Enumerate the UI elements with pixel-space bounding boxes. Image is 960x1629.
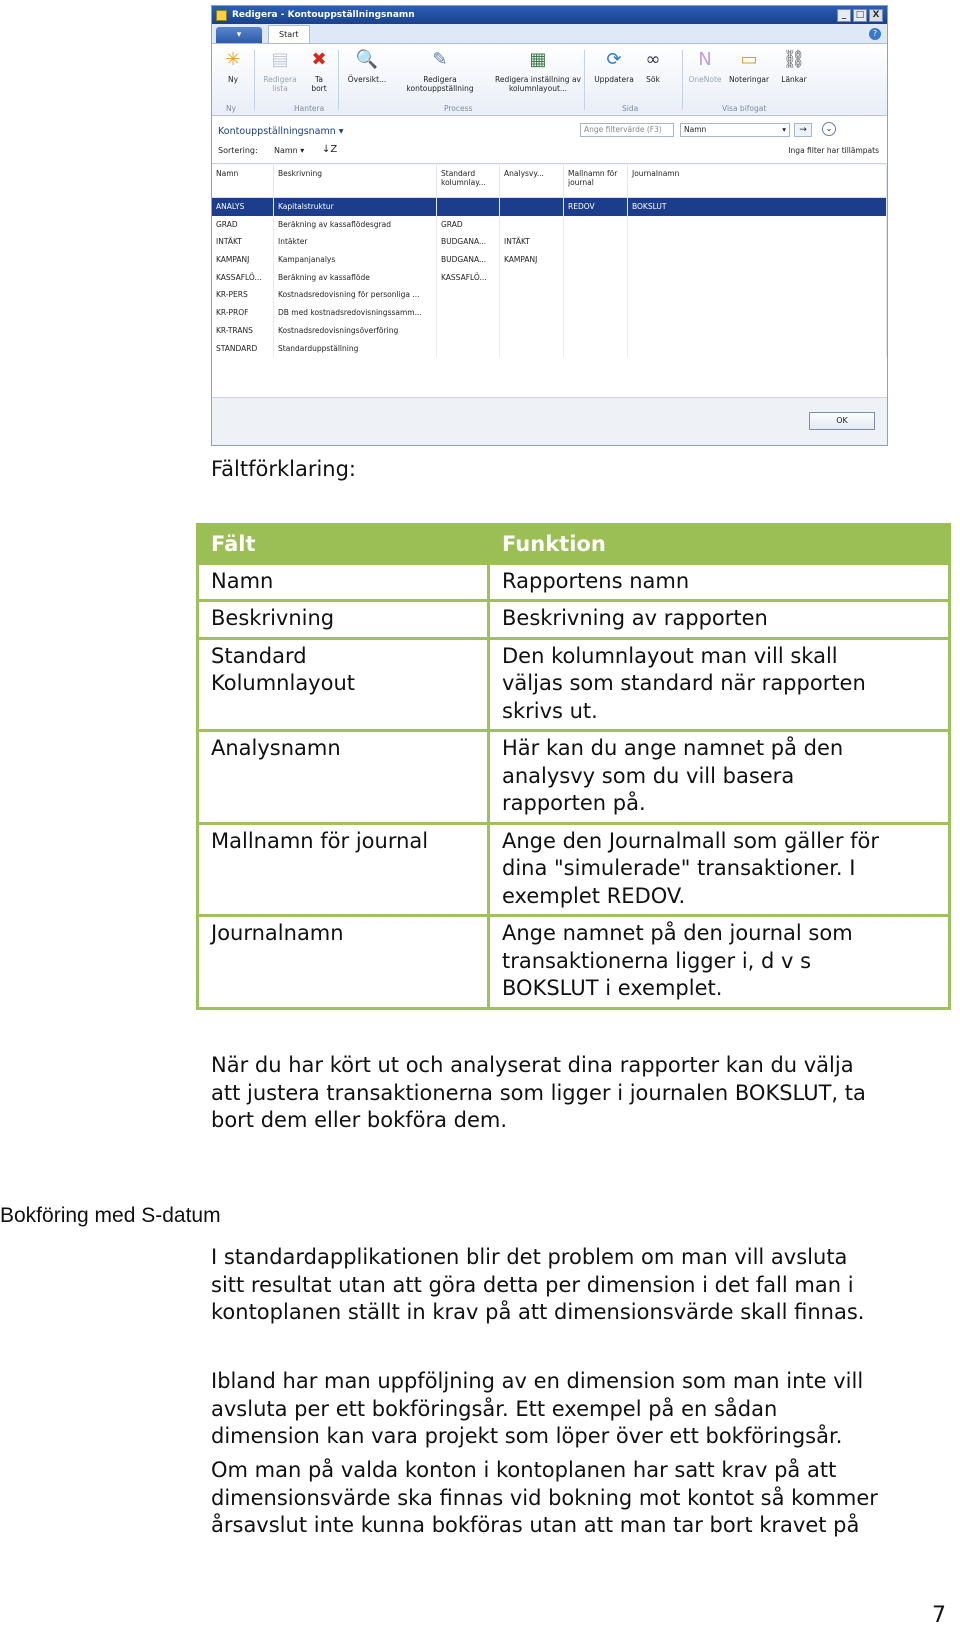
filter-bar [212,116,887,164]
table-cell: Intäkter [274,233,437,251]
table-cell: BUDGANA... [437,233,500,251]
table-cell [564,340,628,358]
app-menu-button[interactable]: ▾ [216,27,262,43]
sort-direction-icon[interactable]: ↓Z [322,144,338,155]
table-cell [564,304,628,322]
help-icon[interactable]: ? [869,28,881,40]
table-cell [500,286,564,304]
table-cell [437,304,500,322]
maximize-button[interactable]: □ [853,9,867,22]
table-cell: Kapitalstruktur [274,198,437,216]
ribbon-group-label: Visa bifogat [722,104,767,113]
table-cell [628,322,887,340]
note-icon: ▭ [740,49,758,70]
layout-edit-icon: ▦ [529,49,547,70]
field-row [198,731,950,824]
table-row[interactable] [212,269,887,287]
field-description: Här kan du ange namnet på den analysvy som du vill basera rapporten på. [489,731,950,824]
binoculars-icon: ∞ [645,49,661,70]
table-cell: INTÄKT [212,233,274,251]
ribbon-button-label: Ta bort [311,75,327,93]
field-name: Mallnamn för journal [198,823,489,916]
ribbon-group-label: Hantera [294,104,325,113]
ribbon-button-label: Ny [227,75,239,84]
table-cell: KR-PERS [212,286,274,304]
table-cell [564,251,628,269]
table-cell: GRAD [212,216,274,234]
table-cell: GRAD [437,216,500,234]
ribbon-button-label: Noteringar [728,75,770,84]
window-titlebar [212,6,887,24]
ribbon-button-label: Redigera kontouppställning [406,75,474,93]
link-icon: ⛓ [782,49,806,70]
delete-icon: ✖ [311,49,327,70]
table-cell: STANDARD [212,340,274,358]
table-cell: Beräkning av kassaflödesgrad [274,216,437,234]
lankar-button[interactable] [774,48,814,84]
table-cell: KR-TRANS [212,322,274,340]
table-cell [628,269,887,287]
table-row[interactable] [212,322,887,340]
table-cell [437,286,500,304]
table-cell [500,304,564,322]
column-header[interactable]: Beskrivning [274,165,437,197]
apply-filter-button[interactable]: → [794,123,812,137]
table-cell: REDOV [564,198,628,216]
field-name: Journalnamn [198,916,489,1009]
table-cell: KAMPANJ [212,251,274,269]
field-description: Rapportens namn [489,563,950,601]
table-cell [500,322,564,340]
ok-button[interactable]: OK [809,412,875,430]
ny-button[interactable] [218,48,248,84]
refresh-icon: ⟳ [606,49,622,70]
magnifier-icon: 🔍 [355,49,379,70]
table-cell [628,286,887,304]
ribbon-group-divider [254,50,255,110]
table-cell: ANALYS [212,198,274,216]
table-cell: KAMPANJ [500,251,564,269]
table-cell [564,216,628,234]
column-header[interactable]: Mallnamn för journal [564,165,628,197]
field-row [198,601,950,639]
filter-field-select[interactable]: Namn ▾ [680,123,790,137]
table-cell [628,251,887,269]
sort-field-select[interactable]: Namn ▾ [274,146,305,155]
ta-bort-button[interactable] [304,48,334,93]
field-name: Namn [198,563,489,601]
table-cell: KR-PROF [212,304,274,322]
table-row[interactable] [212,304,887,322]
table-row[interactable] [212,286,887,304]
ribbon-tab-row [212,24,887,44]
expand-filter-icon[interactable]: ⌄ [822,122,836,136]
window-footer [212,397,887,445]
close-button[interactable]: X [869,9,883,22]
table-cell [500,269,564,287]
table-cell: Kostnadsredovisning för personliga ... [274,286,437,304]
tab-start[interactable]: Start [268,25,310,43]
table-cell: BOKSLUT [628,198,887,216]
table-cell [500,198,564,216]
field-description: Ange den Journalmall som gäller för dina "simulerade" transaktioner. I exemplet REDOV. [489,823,950,916]
paragraph-standard: I standardapplikationen blir det problem om man vill avsluta sitt resultat utan att göra detta per dimension i det fall man i kontoplanen ställt in krav på att dimensionsvärde skall finnas. [211,1245,865,1324]
column-header[interactable]: Journalnamn [628,165,887,197]
field-table-header [198,525,950,564]
section-heading: Bokföring med S-datum [0,1204,221,1227]
table-cell: Kostnadsredovisningsöverföring [274,322,437,340]
field-name: Analysnamn [198,731,489,824]
table-cell: Standarduppställning [274,340,437,358]
section-label: Fältförklaring: [211,457,357,481]
grid-header [212,165,887,198]
header-funktion: Funktion [489,525,950,564]
field-row [198,563,950,601]
page-number: 7 [932,1603,946,1628]
sort-label: Sortering: [218,146,258,155]
field-name: Standard Kolumnlayout [198,638,489,731]
filter-status: Inga filter har tillämpats [788,146,879,155]
ribbon-group-divider [338,50,339,110]
ribbon-button-label: Redigera inställning av kolumnlayout... [495,75,581,93]
table-row[interactable] [212,216,887,234]
onenote-icon: N [698,49,712,70]
table-row[interactable] [212,198,887,216]
redigera-lista-button[interactable] [260,48,300,93]
field-description: Ange namnet på den journal som transaktionerna ligger i, d v s BOKSLUT i exemplet. [489,916,950,1009]
sok-button[interactable] [638,48,668,84]
table-cell: Kampanjanalys [274,251,437,269]
ribbon-button-label: Länkar [781,75,807,84]
table-cell [437,198,500,216]
field-table [196,523,951,1010]
field-description: Beskrivning av rapporten [489,601,950,639]
uppdatera-button[interactable] [592,48,636,84]
table-cell [564,269,628,287]
ribbon-button-label: OneNote [688,75,722,84]
table-cell [628,216,887,234]
table-cell [628,233,887,251]
window-title: Redigera - Kontouppställningsnamn [232,10,415,20]
paragraph-uppfoljning: Ibland har man uppföljning av en dimension som man inte vill avsluta per ett bokföringsår. Ett exempel på en sådan dimension kan vara projekt som löper över ett bokföringsår. [211,1369,864,1448]
table-cell [500,216,564,234]
minimize-button[interactable]: _ [837,9,851,22]
ribbon-button-label: Sök [646,75,660,84]
ribbon-group-divider [682,50,683,110]
table-cell [437,340,500,358]
redigera-installning-button[interactable] [486,48,590,93]
table-cell: Beräkning av kassaflöde [274,269,437,287]
ribbon-button-label: Redigera lista [263,75,297,93]
table-row[interactable] [212,233,887,251]
ribbon-group-divider [584,50,585,110]
paragraph-bokslut: När du har kört ut och analyserat dina rapporter kan du välja att justera transaktionerna som ligger i journalen BOKSLUT, ta bort dem eller bokföra dem. [211,1053,866,1132]
table-cell: INTÄKT [500,233,564,251]
list-title[interactable]: Kontouppställningsnamn ▾ [218,126,344,137]
oversikt-button[interactable] [344,48,390,84]
paragraph-krav: Om man på valda konton i kontoplanen har satt krav på att dimensionsvärde ska finnas vid bokning mot kontot så kommer årsavslut inte kunna bokföras utan att man tar bort kravet på [211,1458,878,1537]
table-cell [564,286,628,304]
table-row[interactable] [212,251,887,269]
table-cell [564,322,628,340]
chevron-down-icon: ▾ [782,125,786,134]
app-icon [216,10,227,21]
filter-value-input[interactable]: Ange filtervärde (F3) [580,123,674,137]
ribbon-group-label: Sida [622,104,639,113]
redigera-kontouppstallning-button[interactable] [398,48,482,93]
table-cell: BUDGANA... [437,251,500,269]
table-cell [500,340,564,358]
ribbon-group-label: Ny [226,104,237,113]
table-cell: KASSAFLÖ... [437,269,500,287]
table-cell [564,233,628,251]
ribbon-button-label: Uppdatera [594,75,634,84]
field-row [198,638,950,731]
table-cell [628,340,887,358]
table-cell [628,304,887,322]
chevron-down-icon: ▾ [338,126,344,137]
table-cell [437,322,500,340]
list-edit-icon: ▤ [271,49,289,70]
field-name: Beskrivning [198,601,489,639]
table-cell: KASSAFLÖ... [212,269,274,287]
onenote-button[interactable] [688,48,722,84]
header-falt: Fält [198,525,489,564]
ribbon-group-label: Process [444,104,473,113]
table-row[interactable] [212,340,887,358]
grid-body [212,198,887,357]
column-header[interactable]: Namn [212,165,274,197]
ribbon-button-label: Översikt... [347,75,387,84]
account-schedule-grid [212,165,887,397]
pencil-icon: ✎ [432,49,448,70]
table-cell: DB med kostnadsredovisningssamm... [274,304,437,322]
application-window [211,5,888,446]
noteringar-button[interactable] [726,48,772,84]
field-row [198,916,950,1009]
field-row [198,823,950,916]
ribbon [212,44,887,116]
column-header[interactable]: Analysvy... [500,165,564,197]
column-header[interactable]: Standard kolumnlay... [437,165,500,197]
field-description: Den kolumnlayout man vill skall väljas som standard när rapporten skrivs ut. [489,638,950,731]
star-icon: ✳ [225,49,241,70]
